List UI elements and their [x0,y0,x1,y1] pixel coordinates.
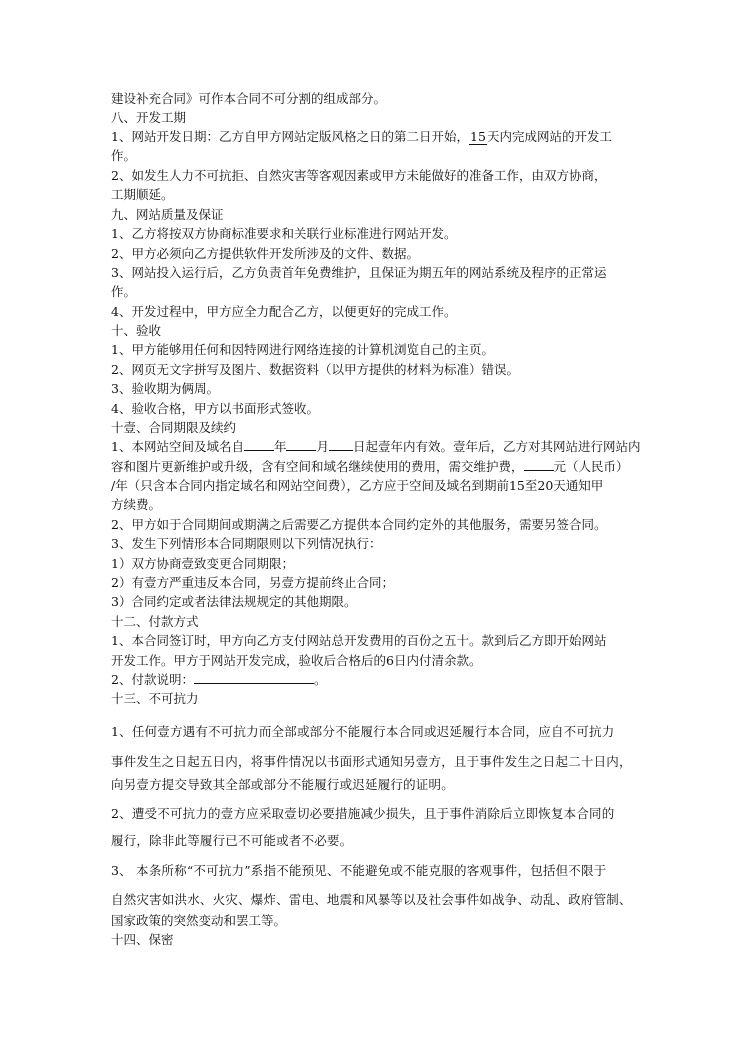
line-10-1: 1、甲方能够用任何和因特网进行网络连接的计算机浏览自己的主页。 [111,342,494,357]
blank-fee [524,470,554,471]
line-10-3: 3、验收期为俩周。 [111,381,219,396]
line-13-2: 2、遭受不可抗力的壹方应采取壹切必要措施减少损失，且于事件消除后立即恢复本合同的 [111,806,615,821]
line-9-4: 4、开发过程中，甲方应全力配合乙方，以便更好的完成工作。 [111,304,457,319]
line-12-1: 1、本合同签订时，甲方向乙方支付网站总开发费用的百份之五十。款到后乙方即开始网站 [111,633,607,648]
line-1: 建设补充合同》可作本合同不可分割的组成部分。 [111,91,387,106]
line-13-1-cont2: 向另壹方提交导致其全部或部分不能履行或迟延履行的证明。 [111,777,454,792]
line-11-3: 3、发生下列情形本合同期限则以下列情况执行： [111,536,382,551]
section-heading-9: 九、网站质量及保证 [111,207,224,222]
payment-label: 2、付款说明： [111,672,194,687]
section-heading-10: 十、验收 [111,323,162,338]
line-11-1-cont3: 方续费。 [111,497,162,512]
line-9-3: 3、网站投入运行后，乙方负责首年免费维护，且保证为期五年的网站系统及程序的正常运 [111,265,607,280]
line-11-3-1: 1）双方协商壹致变更合同期限； [111,556,294,571]
line-10-2: 2、网页无文字拼写及图片、数据资料（以甲方提供的材料为标准）错误。 [111,362,519,377]
line-10-4: 4、验收合格，甲方以书面形式签收。 [111,401,319,416]
line-11-1-cont [111,458,641,476]
line-13-2-cont: 履行，除非此等履行已不可能或者不必要。 [111,833,353,848]
line-9-2: 2、甲方必须向乙方提供软件开发所涉及的文件、数据。 [111,246,419,261]
line-12-2 [111,671,641,689]
line-11-1-cont2: /年（只含本合同内指定域名和网站空间费），乙方应于空间及域名到期前15至20天通知甲 [111,478,604,493]
line-11-1-tail: 日起壹年内有效。壹年后，乙方对其网站进行网站内 [353,439,641,454]
payment-period: 。 [313,672,327,687]
blank-year [244,450,274,451]
line-11-3-3: 3）合同约定或者法律法规规定的其他期限。 [111,594,357,609]
line-9-3-cont: 作。 [111,284,137,299]
section-heading-8: 八、开发工期 [111,110,187,125]
line-13-1-cont: 事件发生之日起五日内，将事件情况以书面形式通知另壹方，且于事件发生之日起二十日内， [111,754,632,769]
line-13-3-cont: 自然灾害如洪水、火灾、爆炸、雷电、地震和风暴等以及社会事件如战争、动乱、政府管制、 [111,892,632,907]
line-13-3-cont2: 国家政策的突然变动和罢工等。 [111,913,287,928]
line-13-1: 1、任何壹方遇有不可抗力而全部或部分不能履行本合同或迟延履行本合同，应自不可抗力 [111,724,615,739]
line-11-2: 2、甲方如于合同期间或期满之后需要乙方提供本合同约定外的其他服务，需要另签合同。 [111,517,607,532]
line-11-1-cont-head: 容和图片更新维护或升级，含有空间和域名继续使用的费用，需交维护费， [111,459,524,474]
line-12-1-cont: 开发工作。甲方于网站开发完成，验收后合格后的6日内付清余款。 [111,653,482,668]
section-heading-12: 十二、付款方式 [111,614,199,629]
line-9-1: 1、乙方将按双方协商标准要求和关联行业标准进行网站开发。 [111,226,457,241]
line-11-1-head: 1、本网站空间及域名自 [111,439,244,454]
line-11-3-2: 2）有壹方严重违反本合同，另壹方提前终止合同； [111,575,394,590]
line-13-3: 3、 本条所称“不可抗力”系指不能预见、不能避免或不能克服的客观事件，包括但不限于 [111,863,607,878]
line-8-2-cont: 工期顺延。 [111,187,174,202]
fee-tail: 元（人民币） [553,459,629,474]
month-label: 月 [316,439,329,454]
section-heading-13: 十三、不可抗力 [111,691,199,706]
line-8-1 [111,128,641,146]
blank-payment-note [194,683,314,684]
dev-days-value: 15 [470,129,486,144]
line-8-1-head: 1、网站开发日期：乙方自甲方网站定版风格之日的第二日开始， [111,129,469,144]
section-heading-14: 十四、保密 [111,932,174,947]
section-heading-11: 十壹、合同期限及续约 [111,420,237,435]
line-8-2: 2、如发生人力不可抗拒、自然灾害等客观因素或甲方未能做好的准备工作，由双方协商， [111,168,607,183]
year-label: 年 [273,439,287,454]
blank-month [286,450,316,451]
blank-day [329,450,353,451]
line-8-1-tail: 天内完成网站的开发工 [486,129,612,144]
line-8-1-cont: 作。 [111,148,137,163]
line-11-1 [111,438,641,456]
